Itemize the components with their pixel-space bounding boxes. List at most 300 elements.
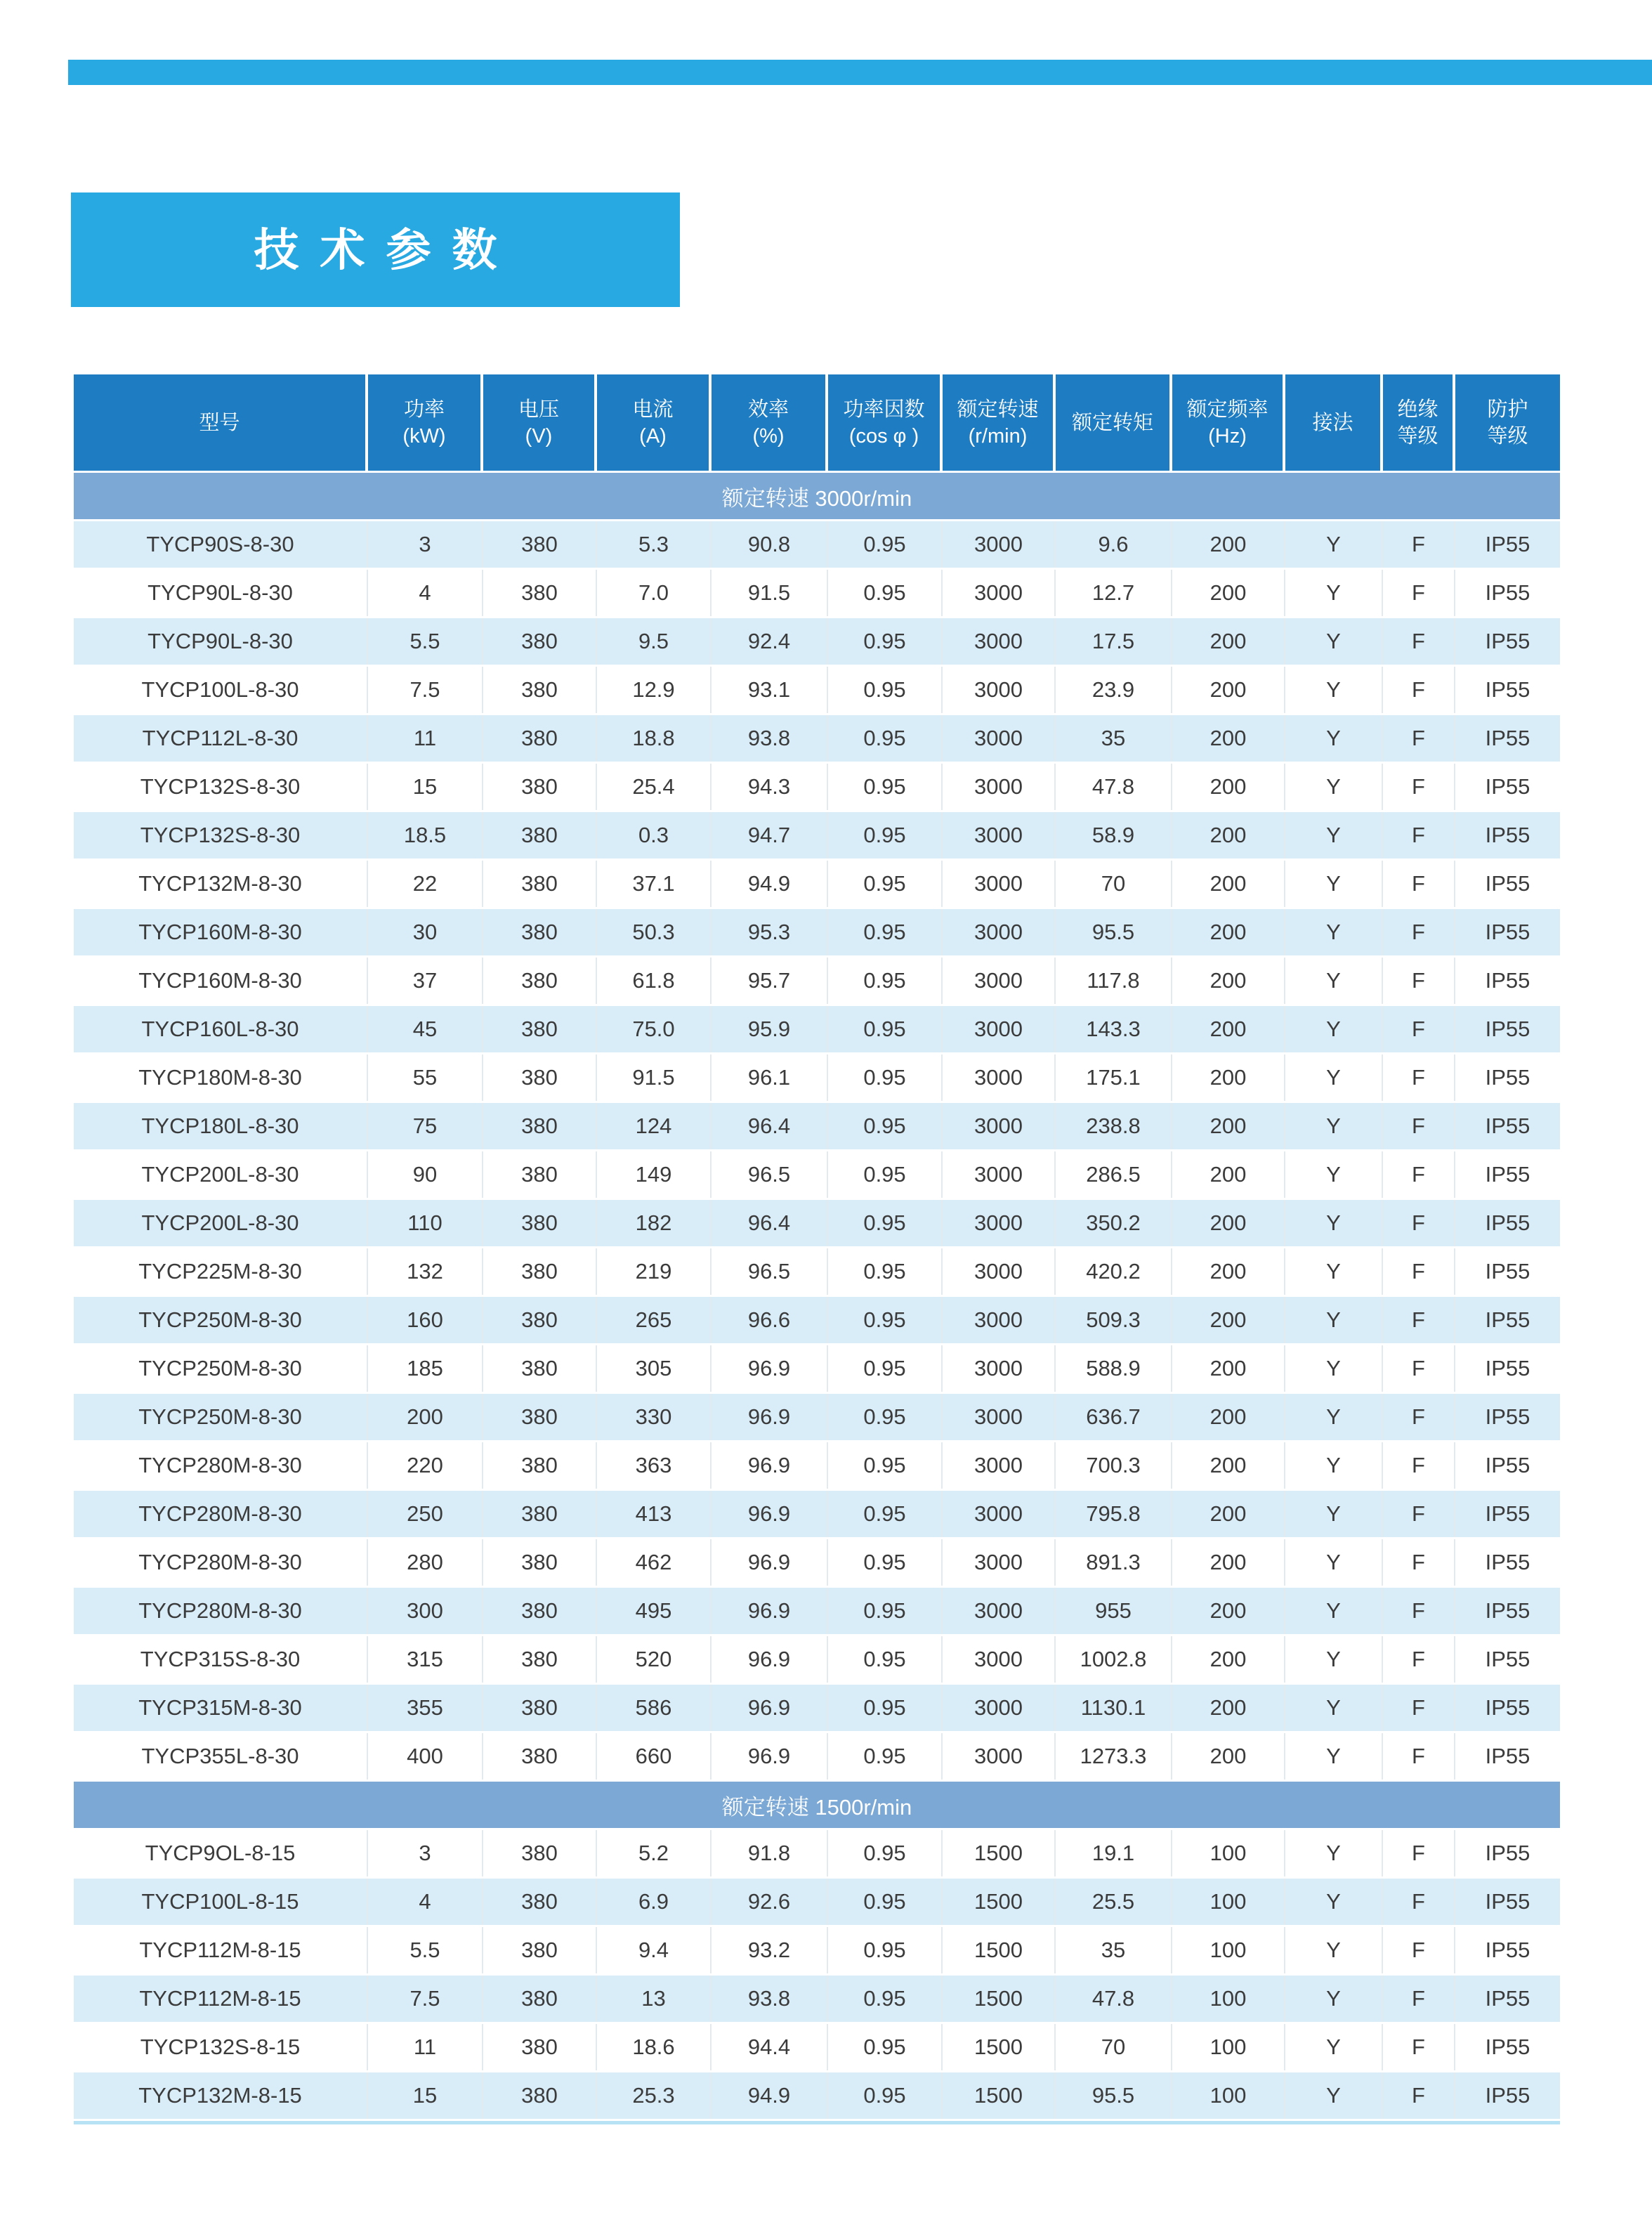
table-row bbox=[74, 1054, 1560, 1103]
cell-voltage: 380 bbox=[483, 570, 597, 616]
cell-rated-torque: 25.5 bbox=[1056, 1879, 1172, 1925]
cell-power: 75 bbox=[368, 1103, 483, 1149]
cell-voltage: 380 bbox=[483, 715, 597, 762]
cell-protection-class: IP55 bbox=[1485, 871, 1530, 896]
table-row bbox=[74, 1976, 1560, 2024]
cell-voltage: 380 bbox=[483, 1636, 597, 1683]
cell-voltage: 380 bbox=[483, 1442, 597, 1489]
header-cell-protection-class bbox=[1455, 374, 1560, 471]
cell-power: 5.5 bbox=[368, 618, 483, 665]
cell-model: TYCP100L-8-15 bbox=[74, 1879, 368, 1925]
cell-efficiency: 96.9 bbox=[712, 1539, 828, 1586]
cell-rated-frequency: 200 bbox=[1172, 1733, 1285, 1780]
table-row bbox=[74, 1830, 1560, 1879]
cell-current: 75.0 bbox=[597, 1006, 712, 1052]
header-cell-label: (A) bbox=[639, 424, 667, 448]
cell-connection: Y bbox=[1285, 1442, 1383, 1489]
cell-power: 132 bbox=[368, 1248, 483, 1295]
cell-rated-speed: 1500 bbox=[943, 2024, 1056, 2070]
cell-current: 61.8 bbox=[597, 958, 712, 1004]
cell-connection: Y bbox=[1285, 1200, 1383, 1246]
cell-rated-torque: 47.8 bbox=[1056, 764, 1172, 810]
cell-power-factor: 0.95 bbox=[828, 1879, 943, 1925]
cell-rated-torque: 1002.8 bbox=[1056, 1636, 1172, 1683]
cell-power: 90 bbox=[368, 1151, 483, 1198]
cell-current: 25.3 bbox=[597, 2072, 712, 2119]
cell-rated-frequency: 200 bbox=[1172, 1491, 1285, 1537]
cell-rated-speed: 3000 bbox=[943, 1054, 1056, 1101]
cell-model: TYCP180L-8-30 bbox=[74, 1103, 368, 1149]
cell-power: 160 bbox=[368, 1297, 483, 1343]
cell-protection-class: IP55 bbox=[1485, 1114, 1530, 1138]
cell-power-factor: 0.95 bbox=[828, 1539, 943, 1586]
cell-connection: Y bbox=[1285, 1103, 1383, 1149]
cell-rated-torque: 143.3 bbox=[1056, 1006, 1172, 1052]
table-row bbox=[74, 570, 1560, 618]
cell-rated-torque: 19.1 bbox=[1056, 1830, 1172, 1876]
cell-rated-speed: 3000 bbox=[943, 1103, 1056, 1149]
cell-rated-torque: 420.2 bbox=[1056, 1248, 1172, 1295]
cell-insulation-class: F bbox=[1383, 618, 1455, 665]
cell-connection: Y bbox=[1285, 2072, 1383, 2119]
header-cell-label: 功率 bbox=[403, 398, 445, 421]
cell-rated-frequency: 200 bbox=[1172, 1588, 1285, 1634]
header-cell-rated-frequency bbox=[1172, 374, 1285, 471]
cell-power-factor: 0.95 bbox=[828, 1248, 943, 1295]
cell-power: 185 bbox=[368, 1345, 483, 1392]
cell-connection: Y bbox=[1285, 1830, 1383, 1876]
header-cell-label: (Hz) bbox=[1208, 424, 1247, 448]
cell-power: 110 bbox=[368, 1200, 483, 1246]
cell-insulation-class: F bbox=[1383, 1345, 1455, 1392]
cell-voltage: 380 bbox=[483, 2072, 597, 2119]
cell-efficiency: 96.9 bbox=[712, 1394, 828, 1440]
cell-current: 520 bbox=[597, 1636, 712, 1683]
cell-insulation-class: F bbox=[1383, 764, 1455, 810]
cell-rated-speed: 3000 bbox=[943, 1248, 1056, 1295]
cell-insulation-class: F bbox=[1383, 1442, 1455, 1489]
cell-protection-class: IP55 bbox=[1485, 1501, 1530, 1526]
cell-model: TYCP90L-8-30 bbox=[74, 570, 368, 616]
header-cell-insulation-class bbox=[1383, 374, 1455, 471]
cell-insulation-class: F bbox=[1383, 1539, 1455, 1586]
header-cell-label: 防护 bbox=[1487, 398, 1528, 421]
cell-voltage: 380 bbox=[483, 667, 597, 713]
cell-model: TYCP315M-8-30 bbox=[74, 1685, 368, 1731]
cell-protection-class: IP55 bbox=[1485, 1453, 1530, 1477]
header-cell-label: 型号 bbox=[199, 411, 240, 434]
cell-power-factor: 0.95 bbox=[828, 861, 943, 907]
table-row bbox=[74, 2072, 1560, 2121]
cell-insulation-class: F bbox=[1383, 667, 1455, 713]
cell-protection-class: IP55 bbox=[1485, 1065, 1530, 1090]
cell-protection-class: IP55 bbox=[1485, 1017, 1530, 1041]
cell-model: TYCP90S-8-30 bbox=[74, 521, 368, 568]
cell-model: TYCP250M-8-30 bbox=[74, 1297, 368, 1343]
cell-current: 18.8 bbox=[597, 715, 712, 762]
cell-efficiency: 96.5 bbox=[712, 1248, 828, 1295]
cell-efficiency: 93.8 bbox=[712, 1976, 828, 2022]
table-row bbox=[74, 1297, 1560, 1345]
cell-current: 50.3 bbox=[597, 909, 712, 955]
cell-rated-frequency: 200 bbox=[1172, 1636, 1285, 1683]
table-row bbox=[74, 1442, 1560, 1491]
cell-rated-speed: 3000 bbox=[943, 715, 1056, 762]
cell-rated-speed: 3000 bbox=[943, 1006, 1056, 1052]
section-label: 额定转速 1500r/min bbox=[721, 1794, 912, 1820]
cell-insulation-class: F bbox=[1383, 1006, 1455, 1052]
cell-power: 315 bbox=[368, 1636, 483, 1683]
header-cell-rated-torque bbox=[1056, 374, 1172, 471]
cell-power-factor: 0.95 bbox=[828, 715, 943, 762]
cell-current: 7.0 bbox=[597, 570, 712, 616]
cell-efficiency: 92.4 bbox=[712, 618, 828, 665]
cell-rated-torque: 891.3 bbox=[1056, 1539, 1172, 1586]
cell-rated-torque: 47.8 bbox=[1056, 1976, 1172, 2022]
cell-power-factor: 0.95 bbox=[828, 1491, 943, 1537]
cell-rated-torque: 588.9 bbox=[1056, 1345, 1172, 1392]
cell-rated-torque: 117.8 bbox=[1056, 958, 1172, 1004]
cell-insulation-class: F bbox=[1383, 2024, 1455, 2070]
cell-power-factor: 0.95 bbox=[828, 521, 943, 568]
cell-efficiency: 96.4 bbox=[712, 1200, 828, 1246]
cell-insulation-class: F bbox=[1383, 958, 1455, 1004]
cell-power: 4 bbox=[368, 570, 483, 616]
cell-connection: Y bbox=[1285, 812, 1383, 858]
table-row bbox=[74, 1491, 1560, 1539]
cell-protection-class: IP55 bbox=[1485, 1889, 1530, 1914]
cell-power: 400 bbox=[368, 1733, 483, 1780]
cell-power-factor: 0.95 bbox=[828, 958, 943, 1004]
header-cell-label: (kW) bbox=[402, 424, 446, 448]
cell-voltage: 380 bbox=[483, 909, 597, 955]
cell-power-factor: 0.95 bbox=[828, 618, 943, 665]
cell-rated-speed: 3000 bbox=[943, 1539, 1056, 1586]
cell-rated-torque: 350.2 bbox=[1056, 1200, 1172, 1246]
cell-current: 13 bbox=[597, 1976, 712, 2022]
header-cell-rated-speed bbox=[943, 374, 1056, 471]
cell-power: 15 bbox=[368, 2072, 483, 2119]
cell-power-factor: 0.95 bbox=[828, 812, 943, 858]
cell-rated-frequency: 200 bbox=[1172, 812, 1285, 858]
cell-insulation-class: F bbox=[1383, 715, 1455, 762]
cell-power: 37 bbox=[368, 958, 483, 1004]
cell-model: TYCP112M-8-15 bbox=[74, 1927, 368, 1973]
cell-current: 330 bbox=[597, 1394, 712, 1440]
cell-connection: Y bbox=[1285, 1248, 1383, 1295]
cell-current: 9.4 bbox=[597, 1927, 712, 1973]
cell-current: 6.9 bbox=[597, 1879, 712, 1925]
header-cell-label: 接法 bbox=[1312, 411, 1353, 434]
cell-power: 250 bbox=[368, 1491, 483, 1537]
table-row bbox=[74, 1394, 1560, 1442]
header-cell-power bbox=[368, 374, 483, 471]
cell-power: 15 bbox=[368, 764, 483, 810]
cell-power: 45 bbox=[368, 1006, 483, 1052]
section-1500rpm bbox=[74, 1782, 1560, 1830]
cell-rated-frequency: 200 bbox=[1172, 1297, 1285, 1343]
cell-voltage: 380 bbox=[483, 1248, 597, 1295]
cell-rated-speed: 3000 bbox=[943, 1733, 1056, 1780]
cell-protection-class: IP55 bbox=[1485, 580, 1530, 605]
table-row bbox=[74, 1200, 1560, 1248]
cell-connection: Y bbox=[1285, 1297, 1383, 1343]
cell-protection-class: IP55 bbox=[1485, 1259, 1530, 1284]
cell-connection: Y bbox=[1285, 667, 1383, 713]
cell-power-factor: 0.95 bbox=[828, 667, 943, 713]
cell-connection: Y bbox=[1285, 1054, 1383, 1101]
cell-rated-torque: 955 bbox=[1056, 1588, 1172, 1634]
cell-efficiency: 96.5 bbox=[712, 1151, 828, 1198]
cell-rated-speed: 3000 bbox=[943, 618, 1056, 665]
cell-insulation-class: F bbox=[1383, 1685, 1455, 1731]
cell-rated-frequency: 200 bbox=[1172, 764, 1285, 810]
table-row bbox=[74, 667, 1560, 715]
cell-rated-speed: 3000 bbox=[943, 1636, 1056, 1683]
cell-rated-frequency: 200 bbox=[1172, 1394, 1285, 1440]
cell-insulation-class: F bbox=[1383, 1054, 1455, 1101]
table-row bbox=[74, 1879, 1560, 1927]
cell-model: TYCP160L-8-30 bbox=[74, 1006, 368, 1052]
cell-voltage: 380 bbox=[483, 764, 597, 810]
cell-model: TYCP132M-8-15 bbox=[74, 2072, 368, 2119]
cell-voltage: 380 bbox=[483, 1733, 597, 1780]
cell-power: 7.5 bbox=[368, 1976, 483, 2022]
cell-rated-speed: 3000 bbox=[943, 1345, 1056, 1392]
cell-model: TYCP250M-8-30 bbox=[74, 1394, 368, 1440]
cell-rated-speed: 3000 bbox=[943, 812, 1056, 858]
header-cell-label: 等级 bbox=[1487, 424, 1528, 448]
cell-voltage: 380 bbox=[483, 1588, 597, 1634]
cell-rated-torque: 17.5 bbox=[1056, 618, 1172, 665]
cell-model: TYCP315S-8-30 bbox=[74, 1636, 368, 1683]
cell-power-factor: 0.95 bbox=[828, 1151, 943, 1198]
cell-rated-speed: 3000 bbox=[943, 570, 1056, 616]
cell-voltage: 380 bbox=[483, 1539, 597, 1586]
cell-connection: Y bbox=[1285, 1394, 1383, 1440]
cell-connection: Y bbox=[1285, 1685, 1383, 1731]
cell-voltage: 380 bbox=[483, 1103, 597, 1149]
cell-rated-frequency: 200 bbox=[1172, 1103, 1285, 1149]
cell-protection-class: IP55 bbox=[1485, 920, 1530, 944]
cell-current: 5.2 bbox=[597, 1830, 712, 1876]
cell-power-factor: 0.95 bbox=[828, 909, 943, 955]
cell-power: 3 bbox=[368, 1830, 483, 1876]
cell-rated-torque: 95.5 bbox=[1056, 2072, 1172, 2119]
cell-power: 220 bbox=[368, 1442, 483, 1489]
cell-power: 3 bbox=[368, 521, 483, 568]
cell-power-factor: 0.95 bbox=[828, 570, 943, 616]
cell-protection-class: IP55 bbox=[1485, 532, 1530, 556]
section-label: 额定转速 3000r/min bbox=[721, 485, 912, 511]
cell-rated-frequency: 200 bbox=[1172, 715, 1285, 762]
cell-current: 265 bbox=[597, 1297, 712, 1343]
cell-power: 200 bbox=[368, 1394, 483, 1440]
cell-protection-class: IP55 bbox=[1485, 968, 1530, 993]
cell-connection: Y bbox=[1285, 715, 1383, 762]
cell-current: 149 bbox=[597, 1151, 712, 1198]
cell-efficiency: 95.3 bbox=[712, 909, 828, 955]
cell-model: TYCP90L-8-30 bbox=[74, 618, 368, 665]
cell-rated-speed: 3000 bbox=[943, 1394, 1056, 1440]
cell-rated-torque: 509.3 bbox=[1056, 1297, 1172, 1343]
cell-voltage: 380 bbox=[483, 1054, 597, 1101]
cell-voltage: 380 bbox=[483, 1685, 597, 1731]
cell-protection-class: IP55 bbox=[1485, 1210, 1530, 1235]
header-cell-label: 电压 bbox=[518, 398, 559, 421]
cell-rated-speed: 3000 bbox=[943, 1588, 1056, 1634]
header-cell-current bbox=[597, 374, 712, 471]
cell-connection: Y bbox=[1285, 1491, 1383, 1537]
cell-voltage: 380 bbox=[483, 1879, 597, 1925]
cell-power-factor: 0.95 bbox=[828, 2072, 943, 2119]
cell-power: 300 bbox=[368, 1588, 483, 1634]
cell-rated-frequency: 200 bbox=[1172, 667, 1285, 713]
cell-insulation-class: F bbox=[1383, 1103, 1455, 1149]
section-3000rpm bbox=[74, 473, 1560, 521]
cell-model: TYCP280M-8-30 bbox=[74, 1491, 368, 1537]
cell-current: 0.3 bbox=[597, 812, 712, 858]
cell-power-factor: 0.95 bbox=[828, 1830, 943, 1876]
cell-efficiency: 96.9 bbox=[712, 1685, 828, 1731]
cell-rated-torque: 238.8 bbox=[1056, 1103, 1172, 1149]
cell-current: 37.1 bbox=[597, 861, 712, 907]
cell-power: 55 bbox=[368, 1054, 483, 1101]
header-cell-label: (%) bbox=[752, 424, 785, 448]
cell-insulation-class: F bbox=[1383, 1927, 1455, 1973]
cell-rated-frequency: 200 bbox=[1172, 618, 1285, 665]
header-cell-label: 效率 bbox=[747, 398, 789, 421]
table-row bbox=[74, 1733, 1560, 1782]
cell-rated-frequency: 100 bbox=[1172, 2072, 1285, 2119]
cell-insulation-class: F bbox=[1383, 812, 1455, 858]
cell-insulation-class: F bbox=[1383, 861, 1455, 907]
cell-rated-torque: 23.9 bbox=[1056, 667, 1172, 713]
cell-current: 660 bbox=[597, 1733, 712, 1780]
cell-power: 11 bbox=[368, 715, 483, 762]
cell-rated-torque: 12.7 bbox=[1056, 570, 1172, 616]
cell-rated-torque: 286.5 bbox=[1056, 1151, 1172, 1198]
table-row bbox=[74, 521, 1560, 570]
cell-efficiency: 94.9 bbox=[712, 861, 828, 907]
cell-power: 4 bbox=[368, 1879, 483, 1925]
cell-power-factor: 0.95 bbox=[828, 764, 943, 810]
header-cell-label: 额定转速 bbox=[957, 398, 1039, 421]
cell-rated-frequency: 100 bbox=[1172, 1879, 1285, 1925]
cell-efficiency: 96.9 bbox=[712, 1442, 828, 1489]
cell-model: TYCP160M-8-30 bbox=[74, 909, 368, 955]
cell-efficiency: 96.4 bbox=[712, 1103, 828, 1149]
cell-efficiency: 91.8 bbox=[712, 1830, 828, 1876]
cell-protection-class: IP55 bbox=[1485, 1404, 1530, 1429]
cell-power: 280 bbox=[368, 1539, 483, 1586]
cell-rated-torque: 795.8 bbox=[1056, 1491, 1172, 1537]
cell-rated-speed: 1500 bbox=[943, 1927, 1056, 1973]
cell-protection-class: IP55 bbox=[1485, 2083, 1530, 2108]
cell-rated-frequency: 200 bbox=[1172, 1054, 1285, 1101]
cell-rated-torque: 35 bbox=[1056, 1927, 1172, 1973]
cell-connection: Y bbox=[1285, 570, 1383, 616]
cell-voltage: 380 bbox=[483, 1394, 597, 1440]
cell-efficiency: 93.1 bbox=[712, 667, 828, 713]
cell-current: 495 bbox=[597, 1588, 712, 1634]
header-cell-label: 等级 bbox=[1397, 424, 1438, 448]
cell-model: TYCP9OL-8-15 bbox=[74, 1830, 368, 1876]
cell-rated-speed: 3000 bbox=[943, 1685, 1056, 1731]
cell-voltage: 380 bbox=[483, 521, 597, 568]
cell-rated-frequency: 200 bbox=[1172, 1151, 1285, 1198]
cell-efficiency: 96.1 bbox=[712, 1054, 828, 1101]
cell-voltage: 380 bbox=[483, 812, 597, 858]
header-cell-voltage bbox=[483, 374, 597, 471]
top-accent-bar bbox=[68, 60, 1652, 85]
cell-rated-speed: 3000 bbox=[943, 1442, 1056, 1489]
cell-efficiency: 94.7 bbox=[712, 812, 828, 858]
cell-rated-frequency: 200 bbox=[1172, 1539, 1285, 1586]
cell-model: TYCP280M-8-30 bbox=[74, 1442, 368, 1489]
cell-insulation-class: F bbox=[1383, 909, 1455, 955]
header-cell-label: 额定频率 bbox=[1186, 398, 1268, 421]
cell-model: TYCP112M-8-15 bbox=[74, 1976, 368, 2022]
cell-rated-torque: 175.1 bbox=[1056, 1054, 1172, 1101]
header-cell-model bbox=[74, 374, 368, 471]
cell-rated-torque: 1273.3 bbox=[1056, 1733, 1172, 1780]
cell-efficiency: 91.5 bbox=[712, 570, 828, 616]
table-row bbox=[74, 1685, 1560, 1733]
cell-voltage: 380 bbox=[483, 1297, 597, 1343]
cell-connection: Y bbox=[1285, 521, 1383, 568]
cell-insulation-class: F bbox=[1383, 1879, 1455, 1925]
cell-voltage: 380 bbox=[483, 1200, 597, 1246]
cell-efficiency: 94.9 bbox=[712, 2072, 828, 2119]
cell-connection: Y bbox=[1285, 1539, 1383, 1586]
cell-voltage: 380 bbox=[483, 1491, 597, 1537]
spec-table bbox=[74, 374, 1560, 2124]
cell-rated-torque: 700.3 bbox=[1056, 1442, 1172, 1489]
page-title-banner bbox=[71, 192, 680, 307]
cell-power-factor: 0.95 bbox=[828, 1733, 943, 1780]
cell-efficiency: 96.9 bbox=[712, 1491, 828, 1537]
table-row bbox=[74, 1927, 1560, 1976]
cell-model: TYCP280M-8-30 bbox=[74, 1588, 368, 1634]
cell-protection-class: IP55 bbox=[1485, 1841, 1530, 1865]
cell-protection-class: IP55 bbox=[1485, 677, 1530, 702]
header-cell-label: (V) bbox=[525, 424, 553, 448]
cell-model: TYCP355L-8-30 bbox=[74, 1733, 368, 1780]
cell-efficiency: 96.9 bbox=[712, 1588, 828, 1634]
cell-protection-class: IP55 bbox=[1485, 1986, 1530, 2011]
cell-power: 355 bbox=[368, 1685, 483, 1731]
table-row bbox=[74, 1539, 1560, 1588]
cell-rated-frequency: 200 bbox=[1172, 1442, 1285, 1489]
cell-protection-class: IP55 bbox=[1485, 823, 1530, 847]
cell-power: 18.5 bbox=[368, 812, 483, 858]
cell-rated-torque: 35 bbox=[1056, 715, 1172, 762]
cell-rated-frequency: 200 bbox=[1172, 861, 1285, 907]
cell-power-factor: 0.95 bbox=[828, 1394, 943, 1440]
cell-efficiency: 93.2 bbox=[712, 1927, 828, 1973]
cell-efficiency: 95.7 bbox=[712, 958, 828, 1004]
cell-power-factor: 0.95 bbox=[828, 1636, 943, 1683]
cell-connection: Y bbox=[1285, 1345, 1383, 1392]
cell-protection-class: IP55 bbox=[1485, 774, 1530, 799]
cell-rated-torque: 70 bbox=[1056, 861, 1172, 907]
header-cell-label: 绝缘 bbox=[1397, 398, 1438, 421]
cell-power-factor: 0.95 bbox=[828, 1588, 943, 1634]
cell-rated-speed: 3000 bbox=[943, 1297, 1056, 1343]
cell-protection-class: IP55 bbox=[1485, 1938, 1530, 1962]
cell-protection-class: IP55 bbox=[1485, 629, 1530, 653]
